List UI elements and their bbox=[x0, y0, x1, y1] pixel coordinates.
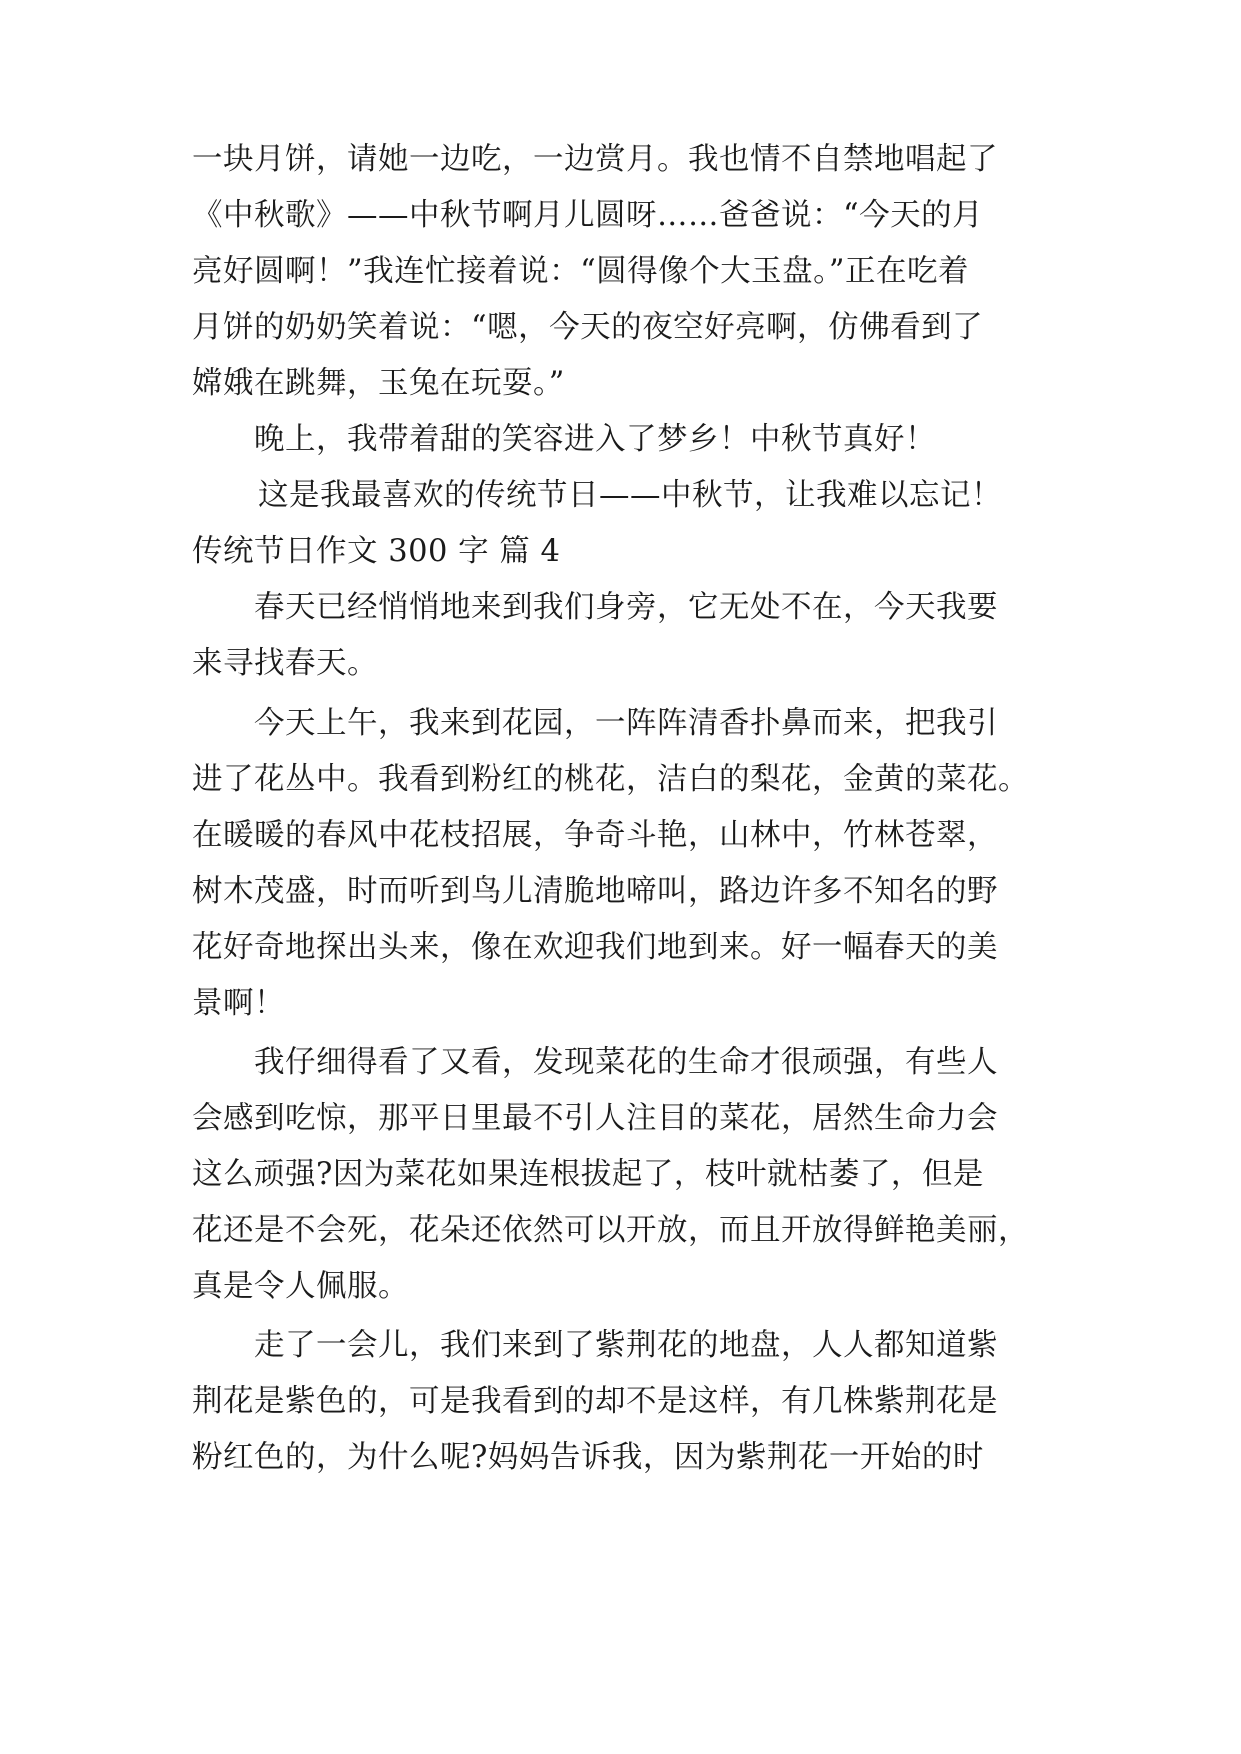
text-line: 进了花丛中。我看到粉红的桃花，洁白的梨花，金黄的菜花。 bbox=[192, 762, 1029, 797]
text-line: 走了一会儿，我们来到了紫荆花的地盘，人人都知道紫 bbox=[254, 1328, 998, 1363]
section-heading: 传统节日作文 300 字 篇 4 bbox=[192, 534, 561, 569]
text-line: 这么顽强?因为菜花如果连根拔起了，枝叶就枯萎了，但是 bbox=[192, 1157, 984, 1192]
text-line: 会感到吃惊，那平日里最不引人注目的菜花，居然生命力会 bbox=[192, 1101, 998, 1136]
text-line: 今天上午，我来到花园，一阵阵清香扑鼻而来，把我引 bbox=[254, 706, 998, 741]
text-line: 来寻找春天。 bbox=[192, 646, 378, 681]
text-line: 景啊！ bbox=[192, 986, 285, 1021]
text-line: 《中秋歌》——中秋节啊月儿圆呀……爸爸说：“今天的月 bbox=[192, 198, 984, 233]
text-line: 我仔细得看了又看，发现菜花的生命才很顽强，有些人 bbox=[254, 1045, 998, 1080]
text-line: 荆花是紫色的，可是我看到的却不是这样，有几株紫荆花是 bbox=[192, 1384, 998, 1419]
text-line: 树木茂盛，时而听到鸟儿清脆地啼叫，路边许多不知名的野 bbox=[192, 874, 998, 909]
text-line: 花好奇地探出头来，像在欢迎我们地到来。好一幅春天的美 bbox=[192, 930, 998, 965]
text-line: 粉红色的，为什么呢?妈妈告诉我，因为紫荆花一开始的时 bbox=[192, 1440, 984, 1475]
text-line: 亮好圆啊！”我连忙接着说：“圆得像个大玉盘。”正在吃着 bbox=[192, 254, 970, 289]
text-line: 春天已经悄悄地来到我们身旁，它无处不在，今天我要 bbox=[254, 590, 998, 625]
text-line: 月饼的奶奶笑着说：“嗯，今天的夜空好亮啊，仿佛看到了 bbox=[192, 310, 984, 345]
text-line: 嫦娥在跳舞，玉兔在玩耍。” bbox=[192, 366, 565, 401]
text-line: 花还是不会死，花朵还依然可以开放，而且开放得鲜艳美丽， bbox=[192, 1213, 1029, 1248]
text-line: 一块月饼，请她一边吃，一边赏月。我也情不自禁地唱起了 bbox=[192, 142, 998, 177]
text-line: 在暖暖的春风中花枝招展，争奇斗艳，山林中，竹林苍翠， bbox=[192, 818, 998, 853]
text-line: 晚上，我带着甜的笑容进入了梦乡！中秋节真好！ bbox=[254, 422, 936, 457]
text-line: 这是我最喜欢的传统节日——中秋节，让我难以忘记！ bbox=[258, 478, 1002, 513]
text-line: 真是令人佩服。 bbox=[192, 1269, 409, 1304]
